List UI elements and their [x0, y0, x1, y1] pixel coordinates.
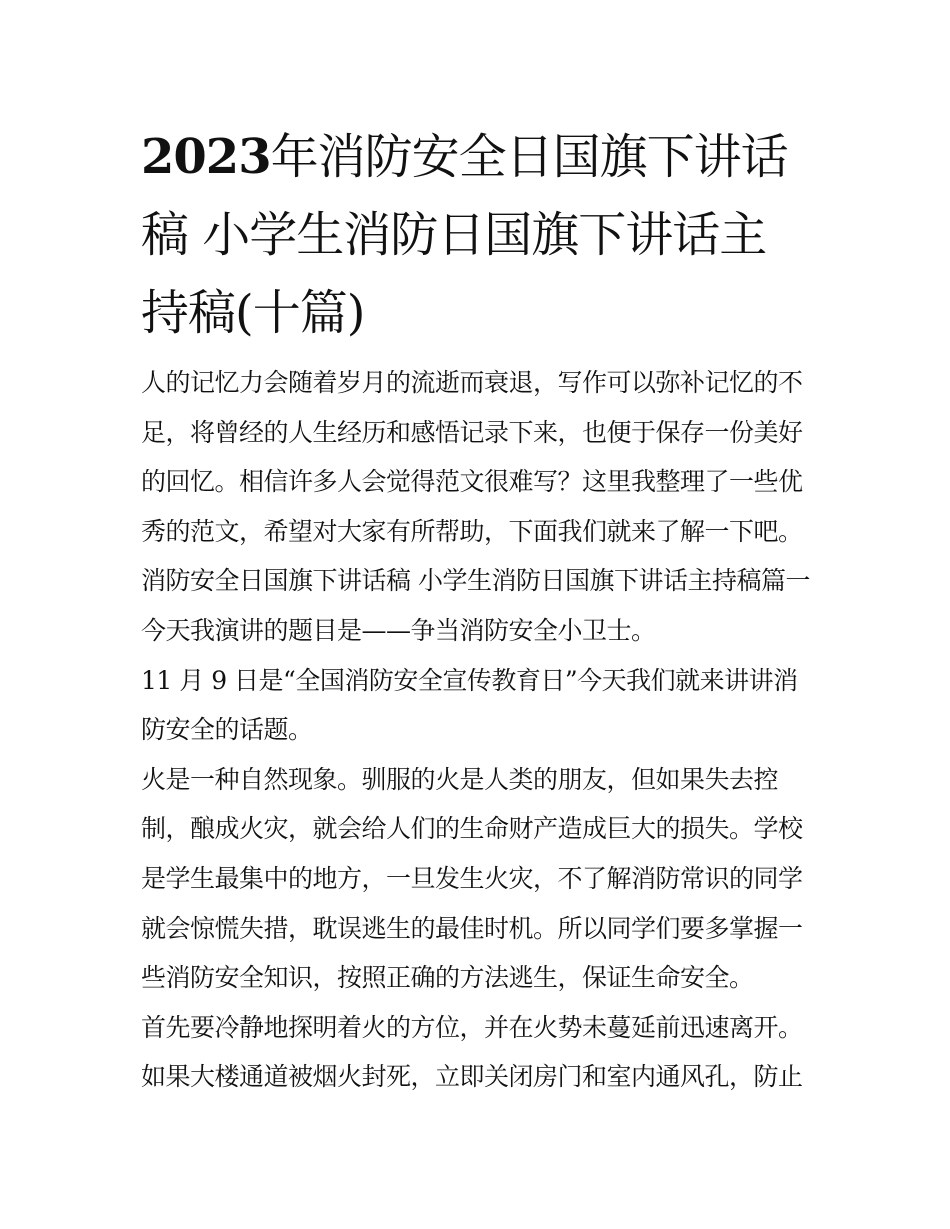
document-content: [141, 118, 813, 1102]
paragraph-intro: 人的记忆力会随着岁月的流逝而衰退，写作可以弥补记忆的不足，将曾经的人生经历和感悟记录下来，也便于保存一份美好的回忆。相信许多人会觉得范文很难写？这里我整理了一些优秀的范文，希望对大家有所帮助，下面我们就来了解一下吧。: [141, 368, 803, 546]
title-year: 2023: [141, 129, 271, 185]
document-body: [141, 358, 813, 1102]
paragraph-escape-tips: 首先要冷静地探明着火的方位，并在火势未蔓延前迅速离开。如果大楼通道被烟火封死，立即关闭房门和室内通风孔，防止: [141, 1012, 803, 1092]
paragraph-speech-title: 消防安全日国旗下讲话稿 小学生消防日国旗下讲话主持稿篇一 今天我演讲的题目是——争当消防安全小卫士。: [141, 566, 810, 645]
document-title: [141, 118, 813, 352]
paragraph-fire-nature: 火是一种自然现象。驯服的火是人类的朋友，但如果失去控制，酿成火灾，就会给人们的生命财产造成巨大的损失。学校是学生最集中的地方，一旦发生火灾，不了解消防常识的同学就会惊慌失措，耽误逃生的最佳时机。所以同学们要多掌握一些消防安全知识，按照正确的方法逃生，保证生命安全。: [141, 764, 803, 993]
paragraph-fire-day: 11 月 9 日是“全国消防安全宣传教育日”今天我们就来讲讲消防安全的话题。: [141, 665, 798, 745]
title-text: 年消防安全日国旗下讲话稿 小学生消防日国旗下讲话主持稿(十篇): [141, 129, 788, 341]
